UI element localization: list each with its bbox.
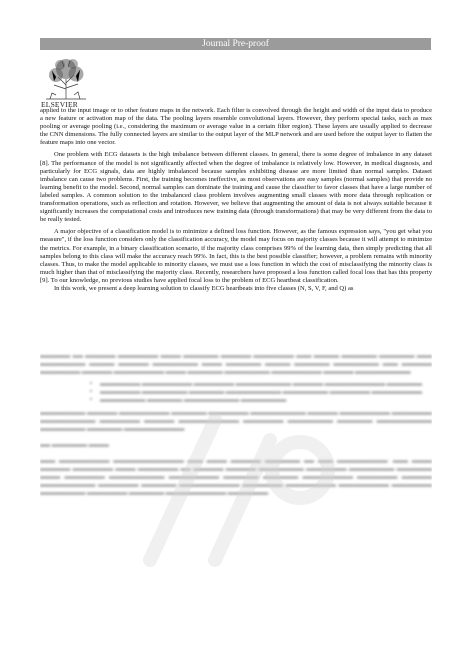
- article-body: [40, 107, 432, 293]
- elsevier-wordmark: ELSEVIER: [41, 100, 79, 109]
- blurred-text-region: ▂▂▂▂▂▂ ▂▂ ▂▂▂▂▂▂ ▂▂▂▂▂▂▂▂ ▂▂▂▂ ▂▂▂▂▂▂▂ ▂▂▂▂▂▂ ▂▂▂▂▂▂▂▂ ▂▂▂ ▂▂▂▂▂ ▂▂▂▂▂▂▂ ▂▂▂▂▂▂▂ ▂▂▂ ▂▂▂▂▂▂▂▂▂ ▂▂▂▂▂ ▂▂▂▂▂▂ ▂▂▂▂▂▂▂▂▂ ▂▂▂▂ ▂▂▂▂▂▂▂ ▂▂▂▂▂ ▂▂▂▂▂▂▂ ▂▂▂▂▂▂▂▂▂ ▂▂▂ ▂▂▂▂▂▂ ▂▂▂▂▂▂▂▂ ▂▂▂▂▂▂ ▂▂▂▂▂▂▂▂▂▂ ▂▂▂▂ ▂▂▂▂▂▂▂ ▂▂▂▂▂▂▂▂▂ ▂▂▂▂▂▂▂▂▂▂ ▂▂▂▂▂▂ ▂▂▂▂▂▂▂▂▂▂▂ • ▂▂▂▂▂▂▂▂ ▂▂▂▂▂▂▂▂▂▂ ▂▂▂▂▂▂▂▂ ▂▂▂▂▂▂▂▂▂▂▂ ▂▂▂▂▂▂ ▂▂▂▂▂▂▂▂▂▂▂▂ ▂▂▂▂▂▂▂ • ▂▂▂▂▂▂▂▂ ▂▂▂▂▂▂▂▂▂ ▂▂▂▂▂▂▂ ▂▂▂▂▂▂▂▂▂▂▂ ▂▂▂▂▂▂▂▂▂ ▂▂▂▂▂▂▂▂ ▂▂▂▂▂▂▂▂▂▂ • ▂▂▂▂▂▂▂▂▂ ▂▂▂▂▂▂▂ ▂▂▂▂▂▂▂▂▂▂▂ ▂▂▂▂▂▂▂▂▂ ▂▂▂▂▂▂▂▂▂ ▂▂▂▂▂▂ ▂▂▂▂▂▂▂▂▂▂ ▂▂▂▂▂▂▂ ▂▂▂▂▂▂▂▂ ▂▂▂▂▂▂▂▂▂▂▂ ▂▂▂▂▂▂ ▂▂▂▂▂▂▂▂▂▂ ▂▂▂▂▂▂▂▂ ▂▂▂▂▂▂▂▂▂▂▂ ▂▂▂▂▂▂▂▂ ▂▂▂▂▂▂ ▂▂▂▂▂▂▂▂▂▂▂▂ ▂▂▂▂▂▂▂▂ ▂▂▂▂▂▂▂▂▂ ▂▂▂▂▂▂▂ ▂▂▂▂▂▂▂▂▂▂▂ ▂▂▂▂▂▂▂▂▂ ▂▂▂▂▂▂▂ ▂▂▂▂▂▂▂▂▂▂▂▂ ▂▂ ▂▂▂▂▂▂▂ ▂▂▂▂ ▂▂▂ ▂▂▂▂▂▂▂▂▂▂ ▂▂▂▂▂▂▂▂▂▂▂▂▂▂ ▂▂▂ ▂▂▂▂ ▂▂▂▂▂▂ ▂▂▂▂▂▂▂ ▂▂ ▂▂▂ ▂▂▂▂▂▂▂▂▂▂, ▂▂▂ ▂▂▂▂ ▂▂▂▂▂▂ ▂▂▂▂▂▂▂▂ ▂▂▂▂ ▂▂▂▂▂▂▂▂ ▂▂ ▂▂▂▂▂▂ ▂▂▂▂▂▂ ▂▂▂▂▂▂▂▂▂ ▂▂▂▂▂▂▂▂ ▂▂▂▂▂▂▂▂▂ ▂▂▂▂▂▂▂ ▂▂▂▂ ▂▂▂▂▂▂▂▂ ▂▂▂▂▂▂▂▂▂▂▂ ▂▂▂▂▂▂▂▂▂▂ ▂▂▂▂▂▂▂ ▂▂▂▂▂▂▂ ▂▂▂▂▂▂▂▂▂▂ ▂▂▂▂▂▂▂▂ ▂▂▂▂▂▂ ▂▂▂▂▂▂▂▂▂▂▂ ▂▂▂▂▂▂▂▂ ▂▂▂▂▂▂▂ ▂▂▂▂▂▂▂▂▂▂▂▂ ▂▂▂▂▂▂▂▂ ▂▂▂▂▂▂▂▂▂▂ ▂▂▂▂▂▂▂▂▂▂ ▂▂▂▂▂▂▂▂ ▂▂▂▂▂▂▂▂▂ ▂▂▂▂▂▂▂▂ ▂▂▂▂▂▂▂ ▂▂▂▂▂▂▂▂▂▂▂▂ ▂▂▂▂▂▂▂▂: [40, 351, 432, 651]
- paragraph-this-work: In this work, we present a deep learning solution to classify ECG heartbeats into five classes (N, S, V, F, and Q) as: [54, 284, 354, 292]
- paragraph-loss-function: A major objective of a classification model is to minimize a defined loss function. However, as the famous expression says, "you get what you measure", if the loss function considers only the classification accuracy, the model may focus on majority classes because it will attempt to minimize the metrics. For example, in a binary classification scenario, if the majority class comprises 99% of the learning data, then simply predicting that all samples belong to this class will make the accuracy reach 99%. In fact, this is the best possible classifier; however, a problem remains with minority classes. Thus, to make the model applicable to minority classes, we must use a loss function in which the cost of misclassifying the minority class is much higher than that of misclassifying the majority class. Recently, researchers have proposed a loss function called focal loss that has this property [9]. To our knowledge, no previous studies have applied focal loss to the problem of ECG heartbeat classification.: [40, 228, 432, 284]
- paragraph-cnn-layers: applied to the input image or to other feature maps in the network. Each filter is convolved through the height and width of the input data to produce a new feature or activation map of the data. The pooling layers resemble convolutional layers. However, they perform special tasks, such as max pooling or average pooling (i.e., considering the maximum or average value in a certain filter region). These layers are usually applied to decrease the CNN dimensions. The fully connected layers are similar to the output layer of the MLP network and are used before the output layer to flatten the feature maps into one vector.: [40, 107, 432, 147]
- paragraph-class-imbalance: One problem with ECG datasets is the high imbalance between different classes. In general, there is some degree of imbalance in any dataset [8]. The performance of the model is not significantly affected when the degree of imbalance is relatively low. However, in medical diagnosis, and particularly for ECG signals, data are highly imbalanced because samples exhibiting disease are more limited than normal samples. Dataset imbalance can cause two problems. First, the training becomes ineffective, as most observations are easy samples (normal samples) that provide no learning benefit to the model. Second, normal samples can dominate the training and cause the classifier to favor classes that have a large number of labeled samples. A common solution to the imbalanced class problem involves augmenting small classes with more data through replication or transformation operations, such as reflection and rotation. However, we believe that augmenting the amount of data is not always suitable because it significantly increases the computational costs and introduces new training data (through transformations) that may be very different from the data to be really tested.: [40, 151, 432, 224]
- journal-preproof-banner: Journal Pre-proof: [40, 38, 431, 50]
